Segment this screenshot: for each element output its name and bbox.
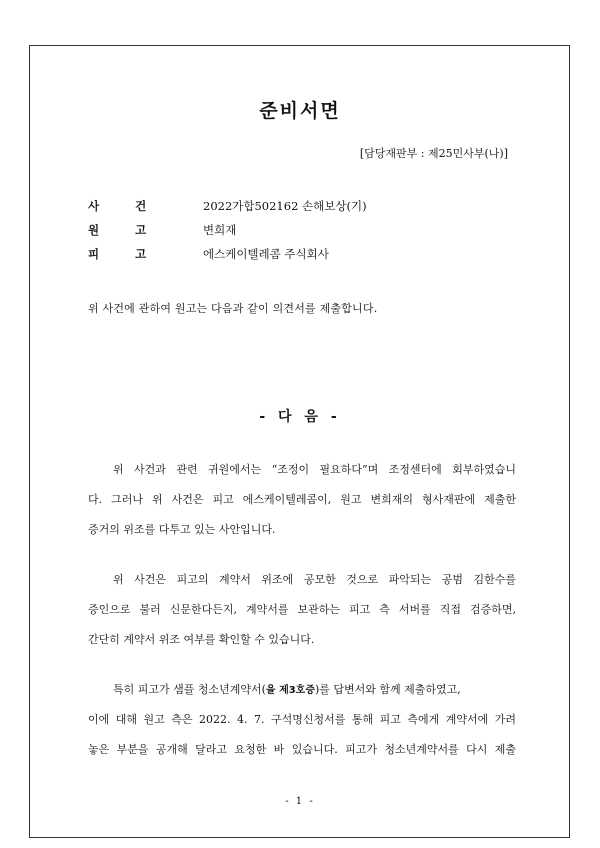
paragraph-3-line-3: 놓은 부분을 공개해 달라고 요청한 바 있습니다. 피고가 청소년계약서를 다시 제출: [88, 743, 516, 756]
info-row-case: [88, 197, 528, 215]
paragraph-2-line-3: 간단히 계약서 위조 여부를 확인할 수 있습니다.: [88, 633, 315, 646]
info-label-defendant: 피 고: [88, 247, 163, 261]
paragraph-2-line-1: 위 사건은 피고의 계약서 위조에 공모한 것으로 파악되는 공범 김한수를: [113, 573, 516, 586]
document-title: 준비서면: [259, 100, 341, 122]
paragraph-1-line-3: 증거의 위조를 다투고 있는 사안입니다.: [88, 523, 276, 536]
paragraph-1-line-2: 다. 그러나 위 사건은 피고 에스케이텔레콤이, 원고 변희재의 형사재판에 제출한: [88, 493, 516, 506]
info-row-plaintiff: [88, 221, 528, 239]
paragraph-3-line-1-before: 특히 피고가 샘플 청소년계약서(: [113, 683, 266, 696]
paragraph-3-line-1: [113, 682, 461, 698]
court-division: [담당재판부 : 제25민사부(나)]: [359, 147, 508, 160]
info-value-case: 2022가합502162 손해보상(기): [203, 199, 367, 213]
page-number: - 1 -: [285, 796, 315, 807]
info-row-defendant: [88, 245, 528, 263]
evidence-reference: 을 제3호증: [265, 685, 316, 696]
paragraph-3-line-1-after: )를 답변서와 함께 제출하였고,: [315, 683, 461, 696]
section-heading: - 다 음 -: [259, 409, 341, 425]
info-label-case: 사 건: [88, 199, 163, 213]
paragraph-2-line-2: 증인으로 불러 신문한다든지, 계약서를 보관하는 피고 측 서버를 직접 검증하면,: [88, 603, 516, 616]
info-value-plaintiff: 변희재: [203, 223, 237, 237]
intro-sentence: 위 사건에 관하여 원고는 다음과 같이 의견서를 제출합니다.: [88, 302, 378, 315]
info-label-plaintiff: 원 고: [88, 223, 163, 237]
paragraph-3-line-2: 이에 대해 원고 측은 2022. 4. 7. 구석명신청서를 통해 피고 측에게 계약서에 가려: [88, 713, 516, 726]
info-value-defendant: 에스케이텔레콤 주식회사: [203, 247, 329, 261]
paragraph-1-line-1: 위 사건과 관련 귀원에서는 “조정이 필요하다”며 조정센터에 회부하였습니: [113, 463, 516, 476]
